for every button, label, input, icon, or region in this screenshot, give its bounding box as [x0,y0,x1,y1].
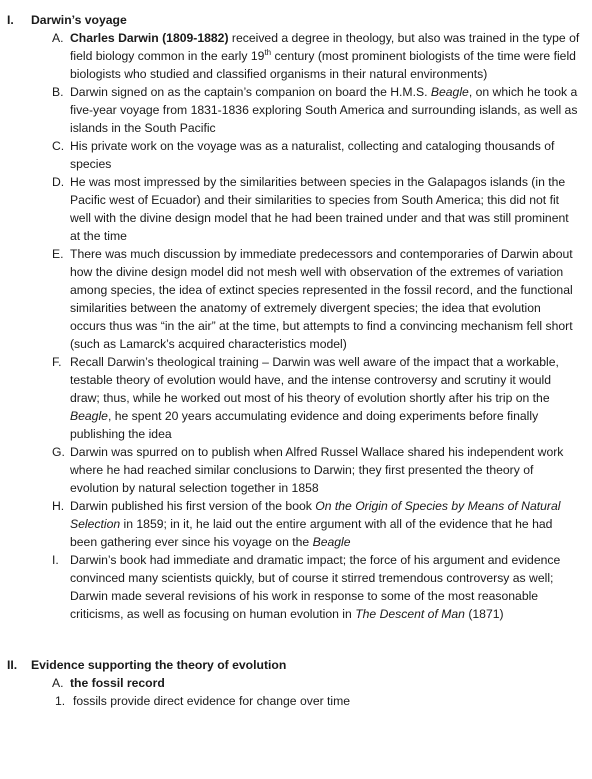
outline-item [0,83,592,137]
section-number: II. [7,658,18,672]
item-text: Darwin published his first version of the book [70,499,316,513]
outline-section [0,11,592,29]
item-text: th [264,47,272,57]
item-letter: F. [52,355,62,369]
item-text: Charles Darwin (1809-1882) [70,31,229,45]
subitem-text: fossils provide direct evidence for change over time [73,694,351,708]
item-text: Beagle [70,409,108,423]
item-text: He was most impressed by the similarities between species in the Galapagos islands (in the Pacific west of Ecuador) and their similarities to species from South America; this did not fit well with the divine design model that he had been trained under and that was still prominent at the time [70,175,569,243]
item-letter: I. [52,553,59,567]
item-text: Darwin was spurred on to publish when Alfred Russel Wallace shared his independent work where he had reached similar conclusions to Darwin; they first presented the theory of evolution by natural selection together in 1858 [70,445,564,495]
subitem-number: 1. [55,694,66,708]
item-text: Beagle [430,85,469,99]
item-text: the fossil record [70,676,165,690]
outline-subitem [0,692,592,710]
item-text: Darwin’s book had immediate and dramatic impact; the force of his argument and evidence convinced many scientists quickly, but of course it stirred tremendous controversy as well; Darwin made several revisions of his work in response to some of the most reasonable criticisms, as well as focusing on human evolution in [70,553,561,621]
item-letter: A. [52,676,64,690]
outline-item [0,353,592,443]
section-heading [7,11,592,29]
item-text: There was much discussion by immediate predecessors and contemporaries of Darwin about how the divine design model did not mesh well with observation of the extremes of variation among species, the idea of extinct species represented in the fossil record, and the functional similarities between the anatomy of extremely divergent species; the idea that evolution occurs thus was “in the air” at the time, but attempts to find a convincing mechanism fell short (such as Lamarck’s acquired characteristics model) [70,247,573,351]
item-text: Darwin signed on as the captain’s companion on board the H.M.S. [70,85,431,99]
item-letter: H. [52,499,65,513]
outline-item [0,29,592,83]
item-text: On the Origin of Species by Means of Natural Selection [70,499,561,531]
item-letter: A. [52,31,64,45]
section-heading [7,656,592,674]
item-letter: C. [52,139,65,153]
outline-item [0,551,592,623]
section-number: I. [7,13,14,27]
outline-item [0,137,592,173]
outline-item [0,497,592,551]
item-text: (1871) [464,607,504,621]
outline-item [0,173,592,245]
item-text: His private work on the voyage was as a naturalist, collecting and cataloging thousands of species [70,139,555,171]
section-title: Darwin’s voyage [31,13,127,27]
item-text: , he spent 20 years accumulating evidence and doing experiments before finally publishing the idea [70,409,539,441]
item-text: century (most prominent biologists of the time were field biologists who studied and classified organisms in their natural environments) [70,49,576,81]
outline-item [0,674,592,692]
item-text: in 1859; in it, he laid out the entire argument with all of the evidence that he had been gathering ever since his voyage on the [70,517,553,549]
outline-item [0,245,592,353]
section-title: Evidence supporting the theory of evolution [31,658,287,672]
item-letter: E. [52,247,64,261]
item-text: Recall Darwin’s theological training – Darwin was well aware of the impact that a workable, testable theory of evolution would have, and the intense controversy and scrutiny it would draw; thus, while he worked out most of his theory of evolution shortly after his trip on the [70,355,559,405]
item-text: , on which he took a five-year voyage from 1831-1836 exploring South America and surrounding islands, as well as islands in the South Pacific [70,85,578,135]
item-letter: B. [52,85,64,99]
item-text: The Descent of Man [355,607,465,621]
item-text: received a degree in theology, but also was trained in the type of field biology common in the early 19 [70,31,580,63]
outline-item [0,443,592,497]
item-letter: D. [52,175,65,189]
outline-section [0,656,592,674]
item-letter: G. [52,445,65,459]
section-gap [0,623,592,656]
item-text: Beagle [312,535,351,549]
